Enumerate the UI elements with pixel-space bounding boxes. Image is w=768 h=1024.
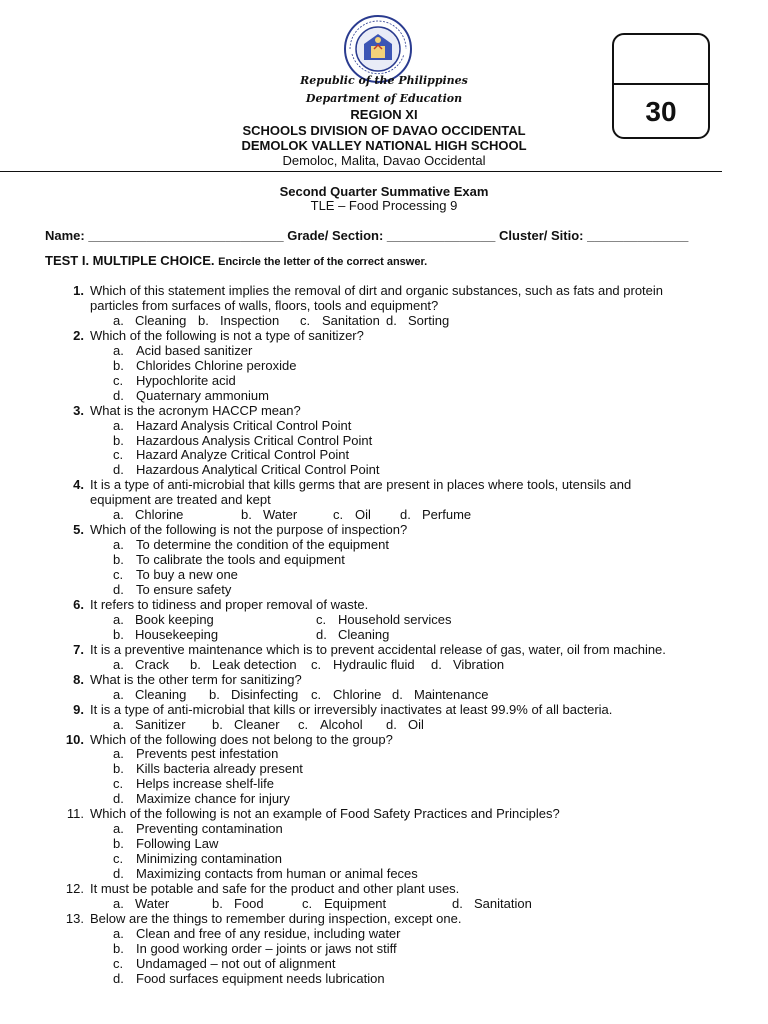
- choice-text: To determine the condition of the equipment: [136, 537, 389, 553]
- choice-letter: b.: [113, 836, 124, 852]
- test-heading: TEST I. MULTIPLE CHOICE.: [45, 253, 215, 268]
- question-number: 6.: [73, 596, 84, 612]
- choice-text: Undamaged – not out of alignment: [136, 955, 336, 971]
- choice-letter: c.: [113, 567, 124, 583]
- choice-letter: a.: [113, 507, 124, 523]
- cluster-label: Cluster/ Sitio:: [499, 228, 584, 243]
- choice-text: Housekeeping: [135, 626, 219, 642]
- choice-text: To ensure safety: [136, 582, 232, 597]
- choice-text: Disinfecting: [231, 686, 299, 702]
- question-text: It refers to tidiness and proper removal of waste.: [90, 596, 369, 612]
- choice-letter: c.: [113, 372, 124, 388]
- choice-text: Preventing contamination: [136, 821, 283, 837]
- choice-text: Chlorine: [135, 507, 184, 523]
- choice-letter: a.: [113, 656, 124, 672]
- choice-letter: d.: [113, 462, 124, 478]
- choice-text: Cleaner: [234, 716, 280, 732]
- exam-subject: TLE – Food Processing 9: [310, 198, 458, 213]
- question-number: 10.: [65, 731, 84, 747]
- choice-text: Maintenance: [414, 686, 489, 702]
- region-line: REGION XI: [350, 107, 418, 122]
- choice-letter: c.: [300, 312, 311, 328]
- choice-text: Chlorine: [333, 686, 382, 702]
- choice-letter: a.: [113, 417, 124, 433]
- choice-text: Sanitation: [474, 895, 532, 911]
- choice-letter: d.: [386, 716, 397, 732]
- test-heading-line: [45, 253, 427, 270]
- choice-letter: a.: [113, 925, 124, 941]
- choice-text: Prevents pest infestation: [136, 746, 279, 762]
- choice-text: Leak detection: [212, 656, 297, 672]
- choice-text: Household services: [338, 611, 452, 627]
- question-text: What is the acronym HACCP mean?: [90, 402, 301, 418]
- question-text: particles from surfaces of walls, floors, tools and equipment?: [90, 297, 439, 313]
- choice-letter: a.: [113, 746, 124, 762]
- choice-letter: c.: [333, 507, 344, 523]
- choice-letter: c.: [298, 716, 309, 732]
- choice-letter: c.: [113, 447, 124, 463]
- choice-letter: b.: [212, 895, 223, 911]
- choice-text: Inspection: [220, 312, 280, 328]
- choice-letter: a.: [113, 611, 124, 627]
- question-text: Which of this statement implies the removal of dirt and organic substances, such as fats and protein: [90, 283, 664, 298]
- choice-text: Hazardous Analytical Critical Control Point: [136, 462, 380, 478]
- school-address: Demoloc, Malita, Davao Occidental: [282, 153, 486, 168]
- choice-letter: b.: [241, 507, 252, 523]
- choice-letter: d.: [113, 791, 124, 807]
- question-text: It is a type of anti-microbial that kills germs that are present in places where tools, utensils and: [90, 477, 632, 493]
- question-text: Below are the things to remember during inspection, except one.: [90, 910, 462, 926]
- question-number: 2.: [73, 327, 84, 343]
- choice-letter: d.: [113, 582, 124, 597]
- choice-text: Equipment: [324, 895, 387, 911]
- question-number: 9.: [73, 701, 84, 717]
- choice-text: Clean and free of any residue, including water: [136, 925, 401, 941]
- choice-letter: c.: [113, 955, 124, 971]
- choice-letter: a.: [113, 312, 124, 328]
- choice-letter: d.: [386, 312, 397, 328]
- choice-letter: b.: [113, 357, 124, 373]
- department-line: Department of Education: [305, 92, 463, 105]
- question-text: It must be potable and safe for the product and other plant uses.: [90, 881, 460, 896]
- choice-letter: d.: [113, 970, 124, 986]
- question-number: 3.: [73, 402, 84, 418]
- choice-text: Water: [263, 507, 298, 523]
- choice-text: Perfume: [422, 507, 472, 523]
- choice-text: Vibration: [453, 656, 505, 672]
- choice-letter: c.: [302, 895, 313, 911]
- choice-text: Food surfaces equipment needs lubrication: [136, 970, 385, 986]
- choice-text: In good working order – joints or jaws not stiff: [136, 940, 397, 956]
- choice-text: Cleaning: [135, 312, 187, 328]
- choice-text: Kills bacteria already present: [136, 761, 303, 777]
- choice-letter: d.: [400, 507, 411, 523]
- choice-letter: a.: [113, 895, 124, 911]
- choice-text: Helps increase shelf-life: [136, 776, 275, 792]
- grade-label: Grade/ Section:: [287, 228, 384, 243]
- question-text: What is the other term for sanitizing?: [90, 671, 302, 687]
- exam-title: Second Quarter Summative Exam: [279, 184, 489, 199]
- choice-text: Hazardous Analysis Critical Control Point: [136, 432, 373, 448]
- total-score: 30: [645, 96, 677, 127]
- choice-letter: d.: [113, 387, 124, 403]
- choice-text: Cleaning: [135, 686, 187, 702]
- choice-text: Alcohol: [320, 716, 363, 732]
- choice-text: Crack: [135, 656, 169, 672]
- school-name: DEMOLOK VALLEY NATIONAL HIGH SCHOOL: [241, 138, 527, 153]
- choice-letter: c.: [311, 686, 322, 702]
- choice-letter: b.: [113, 552, 124, 568]
- choice-letter: d.: [431, 656, 442, 672]
- question-text: Which of the following is not the purpose of inspection?: [90, 522, 408, 538]
- choice-letter: d.: [316, 626, 327, 642]
- choice-text: Following Law: [136, 836, 219, 852]
- choice-text: Minimizing contamination: [136, 851, 282, 867]
- choice-letter: d.: [392, 686, 403, 702]
- question-text: It is a type of anti-microbial that kills or irreversibly inactivates at least 99.9% of all bacteria.: [90, 701, 613, 717]
- choice-letter: c.: [316, 611, 327, 627]
- choice-letter: a.: [113, 821, 124, 837]
- choice-text: Maximizing contacts from human or animal feces: [136, 866, 418, 882]
- choice-text: Hazard Analyze Critical Control Point: [136, 447, 350, 463]
- cluster-blank[interactable]: ______________: [587, 228, 689, 243]
- choice-letter: a.: [113, 537, 124, 553]
- choice-text: Sanitizer: [135, 716, 186, 732]
- choice-text: To calibrate the tools and equipment: [136, 552, 345, 568]
- question-number: 5.: [73, 522, 84, 538]
- question-text: It is a preventive maintenance which is to prevent accidental release of gas, water, oil from machine.: [90, 641, 666, 657]
- choice-letter: c.: [113, 776, 124, 792]
- choice-text: Water: [135, 895, 170, 911]
- choice-letter: d.: [113, 866, 124, 882]
- republic-line: Republic of the Philippines: [300, 74, 468, 87]
- choice-text: Hazard Analysis Critical Control Point: [136, 417, 352, 433]
- choice-letter: c.: [113, 851, 124, 867]
- choice-text: Sorting: [408, 312, 450, 328]
- name-blank[interactable]: ___________________________: [88, 228, 284, 243]
- test-instruction: Encircle the letter of the correct answer.: [218, 256, 428, 268]
- choice-text: Cleaning: [338, 626, 390, 642]
- question-number: 12.: [65, 881, 84, 896]
- question-number: 4.: [73, 477, 84, 493]
- question-number: 8.: [73, 671, 84, 687]
- grade-blank[interactable]: _______________: [386, 228, 496, 243]
- choice-letter: b.: [190, 656, 201, 672]
- choice-text: Chlorides Chlorine peroxide: [136, 357, 297, 373]
- question-number: 11.: [66, 806, 84, 822]
- choice-letter: d.: [452, 895, 463, 911]
- choice-letter: b.: [113, 761, 124, 777]
- question-number: 7.: [73, 641, 84, 657]
- choice-text: Oil: [408, 716, 424, 732]
- choice-letter: a.: [113, 342, 124, 358]
- choice-text: Maximize chance for injury: [136, 791, 290, 807]
- choice-text: To buy a new one: [136, 567, 238, 583]
- choice-letter: b.: [212, 716, 223, 732]
- name-label: Name:: [45, 228, 85, 243]
- choice-text: Book keeping: [135, 611, 214, 627]
- choice-letter: b.: [113, 940, 124, 956]
- header-divider: [0, 171, 722, 172]
- question-text: Which of the following is not a type of sanitizer?: [90, 327, 364, 343]
- choice-letter: b.: [113, 626, 124, 642]
- question-text: equipment are treated and kept: [90, 492, 271, 508]
- choice-text: Hypochlorite acid: [136, 372, 236, 388]
- division-line: SCHOOLS DIVISION OF DAVAO OCCIDENTAL: [242, 123, 526, 138]
- choice-letter: a.: [113, 716, 124, 732]
- choice-letter: b.: [198, 312, 209, 328]
- choice-text: Oil: [355, 507, 371, 523]
- choice-text: Hydraulic fluid: [333, 656, 415, 672]
- choice-letter: b.: [113, 432, 124, 448]
- choice-text: Sanitation: [322, 312, 380, 328]
- question-number: 13.: [65, 910, 84, 926]
- question-text: Which of the following does not belong to the group?: [90, 731, 393, 747]
- question-text: Which of the following is not an example of Food Safety Practices and Principles?: [90, 806, 560, 822]
- choice-text: Quaternary ammonium: [136, 387, 269, 403]
- choice-text: Acid based sanitizer: [136, 342, 253, 358]
- choice-letter: b.: [209, 686, 220, 702]
- choice-text: Food: [234, 895, 264, 911]
- choice-letter: c.: [311, 656, 322, 672]
- question-number: 1.: [73, 283, 84, 298]
- student-info-line: [45, 228, 688, 243]
- choice-letter: a.: [113, 686, 124, 702]
